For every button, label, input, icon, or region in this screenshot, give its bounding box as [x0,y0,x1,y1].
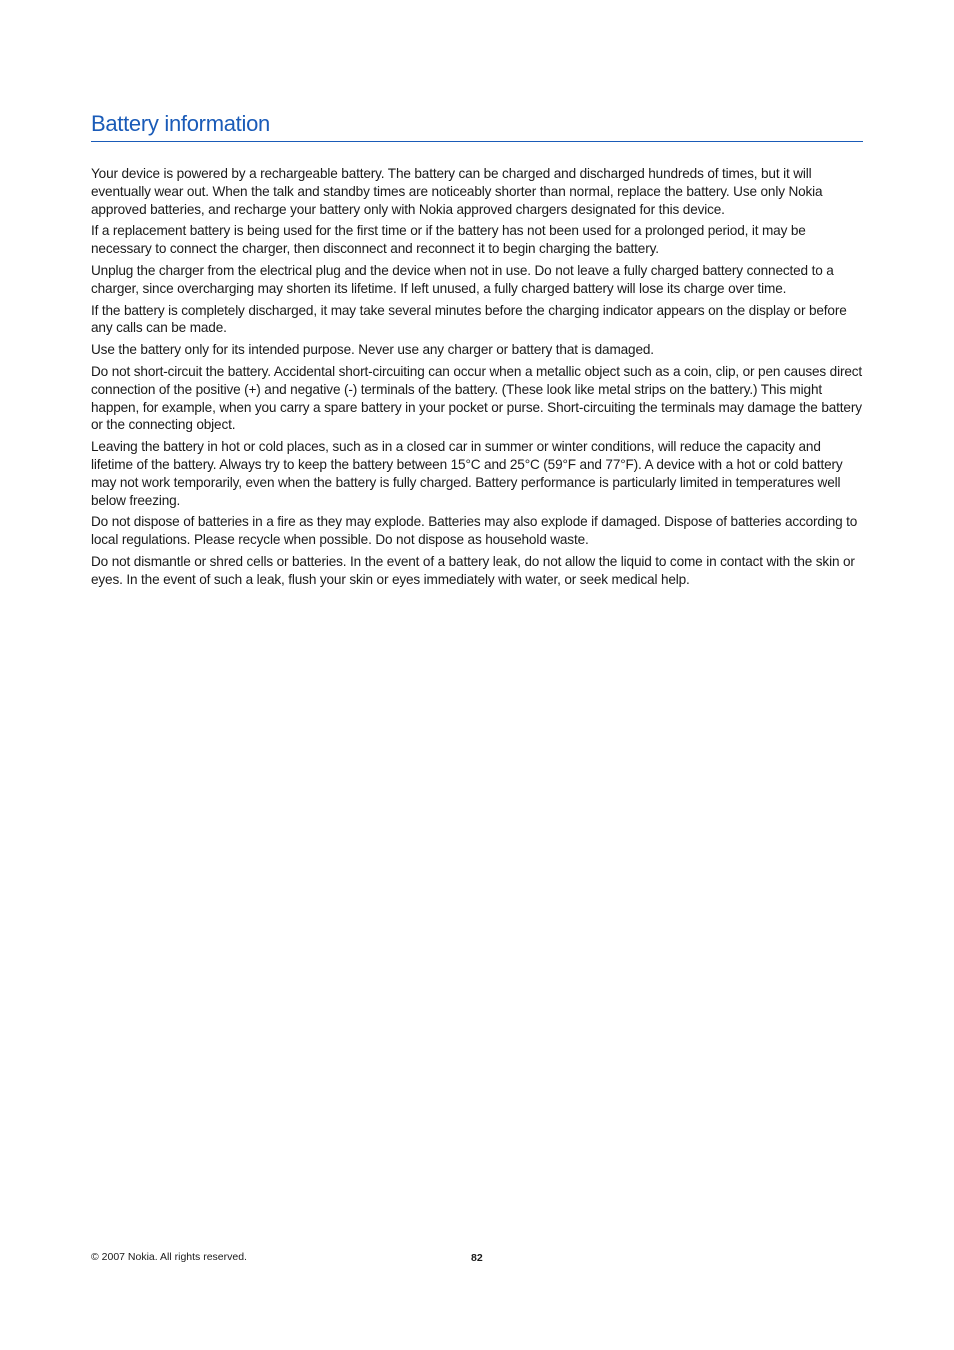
paragraph-replacement: If a replacement battery is being used for the first time or if the battery has not been used for a prolonged period, it may be necessary to connect the charger, then disconnect and reconnect it to begin charging the battery. [91,223,806,257]
paragraph-temperature: Leaving the battery in hot or cold places, such as in a closed car in summer or winter conditions, will reduce the capacity and lifetime of the battery. Always try to keep the battery between 15°C and 25°C (59°F and 77°F). A device with a hot or cold battery may not work temporarily, even when the battery is fully charged. Battery performance is particularly limited in temperatures well below freezing. [91,439,843,508]
paragraph-disposal: Do not dispose of batteries in a fire as they may explode. Batteries may also explode if damaged. Dispose of batteries according to local regulations. Please recycle when possible. Do not dispose as household waste. [91,514,858,548]
paragraph-rechargeable: Your device is powered by a rechargeable battery. The battery can be charged and discharged hundreds of times, but it will eventually wear out. When the talk and standby times are noticeably shorter than normal, replace the battery. Use only Nokia approved batteries, and recharge your battery only with Nokia approved chargers designated for this device. [91,166,823,217]
paragraph-intended-use: Use the battery only for its intended purpose. Never use any charger or battery that is damaged. [91,342,654,358]
footer-copyright: © 2007 Nokia. All rights reserved. [91,1251,247,1263]
title-underline [91,141,863,142]
page-content [91,108,863,593]
paragraph-discharged: If the battery is completely discharged, it may take several minutes before the charging indicator appears on the display or before any calls can be made. [91,302,847,336]
paragraph-leak: Do not dismantle or shred cells or batteries. In the event of a battery leak, do not allow the liquid to come in contact with the skin or eyes. In the event of such a leak, flush your skin or eyes immediately with water, or seek medical help. [91,553,855,587]
paragraph-short-circuit: Do not short-circuit the battery. Accidental short-circuiting can occur when a metallic object such as a coin, clip, or pen causes direct connection of the positive (+) and negative (-) terminals of the battery. (These look like metal strips on the battery.) This might happen, for example, when you carry a spare battery in your pocket or purse. Short-circuiting the terminals may damage the battery or the connecting object. [91,363,863,433]
paragraph-unplug: Unplug the charger from the electrical plug and the device when not in use. Do not leave a fully charged battery connected to a charger, since overcharging may shorten its lifetime. If left unused, a fully charged battery will lose its charge over time. [91,262,834,296]
page-number: 82 [471,1252,483,1264]
section-title: Battery information [91,111,270,136]
